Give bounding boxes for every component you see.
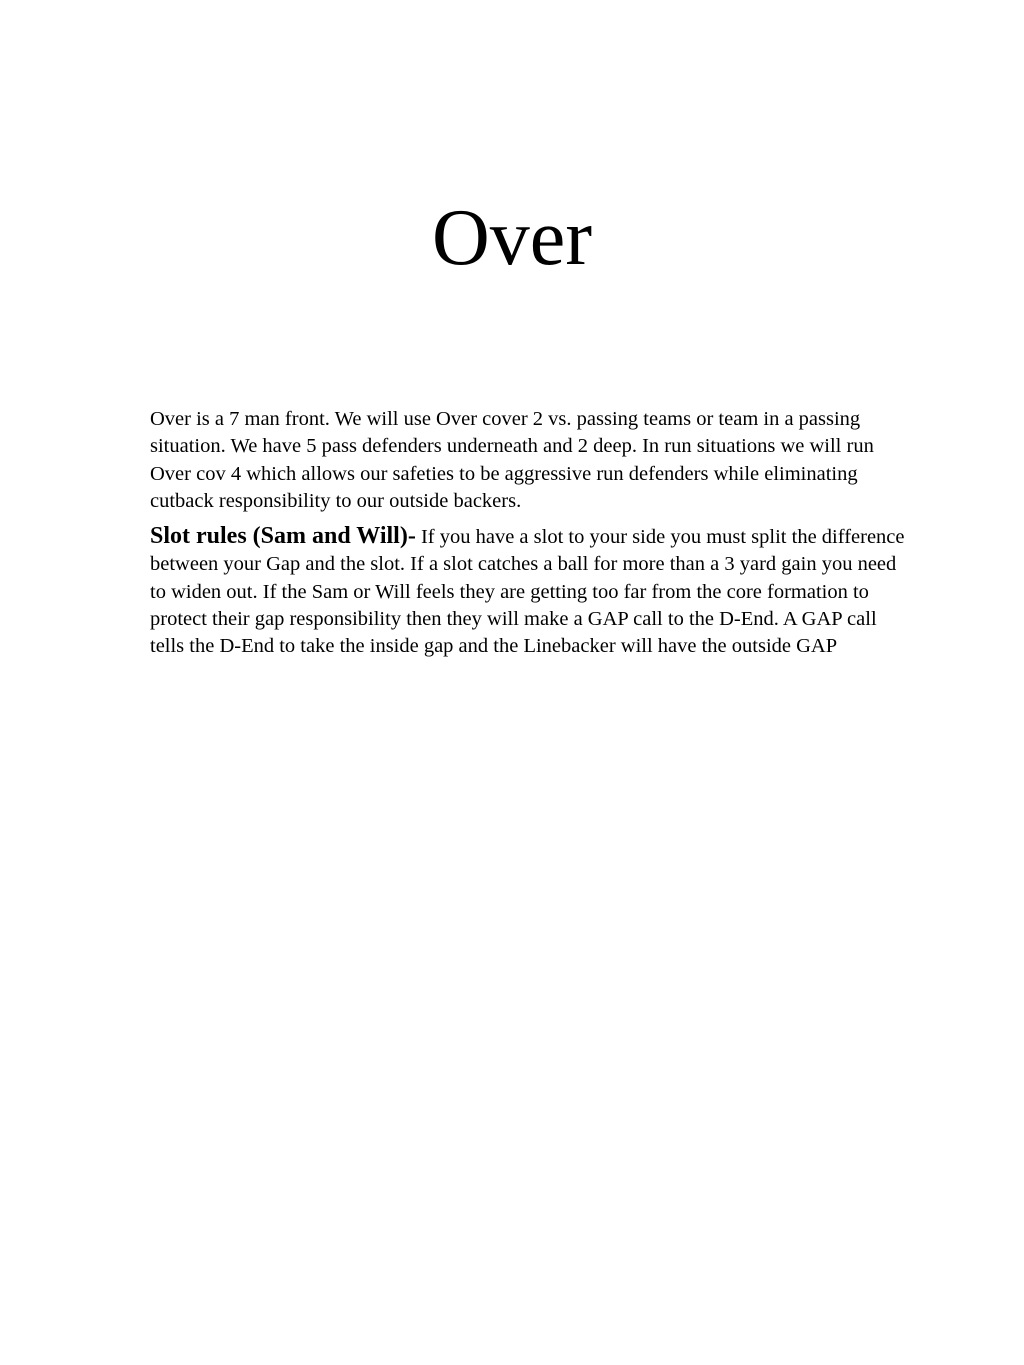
document-body: [150, 406, 910, 661]
slot-rules-paragraph: [150, 523, 910, 660]
intro-paragraph: Over is a 7 man front. We will use Over cover 2 vs. passing teams or team in a passing situation. We have 5 pass defenders underneath and 2 deep. In run situations we will run Over cov 4 which allows our safeties to be aggressive run defenders while eliminating cutback responsibility to our outside backers.: [150, 408, 874, 512]
slot-rules-heading: Slot rules (Sam and Will)-: [150, 523, 416, 550]
slot-rules-body: If you have a slot to your side you must split the difference between your Gap and the slot. If a slot catches a ball for more than a 3 yard gain you need to widen out. If the Sam or Will feels they are getting too far from the core formation to protect their gap responsibility then they will make a GAP call to the D-End. A GAP call tells the D-End to take the inside gap and the Linebacker will have the outside GAP: [150, 526, 905, 658]
page-title: Over: [432, 194, 592, 282]
